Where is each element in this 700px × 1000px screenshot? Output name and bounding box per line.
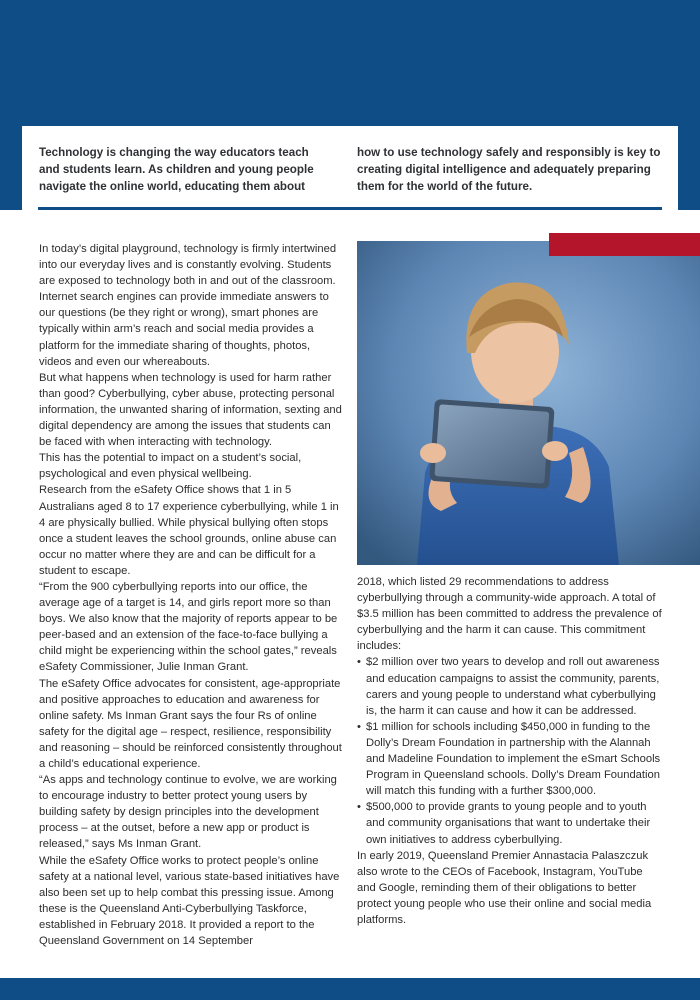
paragraph: “From the 900 cyberbullying reports into our office, the average age of a target is 14, and girls report more so than boys. We also know that the majority of reports appear to be peer-based and an extension of the face-to-face bullying a child might be experiencing within the school gates,” reveals eSafety Commissioner, Julie Inman Grant. — [39, 580, 338, 674]
list-item: • $2 million over two years to develop and roll out awareness and education campaigns to assist the community, parents, carers and young people to understand what cyberbullying is, the harm it can cause and how it can be addressed. — [357, 654, 662, 718]
intro-box — [22, 126, 678, 216]
intro-divider — [38, 207, 662, 210]
boy-with-tablet-photo — [357, 241, 700, 565]
list-item: • $1 million for schools including $450,000 in funding to the Dolly’s Dream Foundation in partnership with the Alannah and Madeline Foundation to implement the eSmart Schools Program in Queensland schools. Dolly’s Dream Foundation will match this funding with a further $300,000. — [357, 719, 662, 799]
paragraph: The eSafety Office advocates for consistent, age-appropriate and positive approaches to education and awareness for online safety. Ms Inman Grant says the four Rs of online safety for the digital age – respect, resilience, responsibility and reasoning – should be reinforced consistently throughout a child’s educational experience. — [39, 677, 342, 770]
commitment-list — [357, 654, 662, 847]
footer-band — [0, 978, 700, 1000]
paragraph: But what happens when technology is used for harm rather than good? Cyberbullying, cyber abuse, protecting personal information, the unwanted sharing of information, sexting and digital dependency are among the issues that students can be faced with when interacting with technology. — [39, 371, 342, 449]
paragraph: While the eSafety Office works to protect people’s online safety at a national level, various state-based initiatives have also been set up to help combat this pressing issue. Among these is the Queensland Anti-Cyberbullying Taskforce, established in February 2018. It provided a report to the Queensland Government on 14 September — [39, 854, 340, 948]
paragraph: This has the potential to impact on a student’s social, psychological and even physical wellbeing. — [39, 452, 302, 481]
paragraph: 2018, which listed 29 recommendations to address cyberbullying through a community-wide approach. A total of $3.5 million has been committed to address the prevalence of cyberbullying and the harm it can cause. This commitment includes: — [357, 576, 662, 653]
paragraph: In early 2019, Queensland Premier Annastacia Palaszczuk also wrote to the CEOs of Facebook, Instagram, YouTube and Google, reminding them of their obligations to better protect young people who use their online and social media platforms. — [357, 849, 652, 926]
article-column-right — [357, 574, 662, 928]
list-item: • $500,000 to provide grants to young people and to youth and community organisations that want to undertake their own initiatives to address cyberbullying. — [357, 799, 662, 847]
article-column-left — [39, 241, 344, 949]
paragraph: Research from the eSafety Office shows that 1 in 5 Australians aged 8 to 17 experience cyberbullying, while 1 in 4 are physically bullied. While physical bullying often stops once a student leaves the school grounds, online abuse can occur no matter where they are and can be difficult for a student to escape. — [39, 484, 339, 577]
paragraph: “As apps and technology continue to evolve, we are working to encourage industry to better protect young users by building safety by design principles into the development process – at the outset, before a new app or product is released,” says Ms Inman Grant. — [39, 774, 337, 851]
intro-text-right: how to use technology safely and responsibly is key to creating digital intelligence and adequately preparing them for the world of the future. — [357, 146, 661, 193]
red-accent-bar — [549, 233, 700, 256]
paragraph: Internet search engines can provide immediate answers to our questions (be they right or wrong), smart phones are typically within arm’s reach and social media provides a platform for the immediate sharing of thoughts, photos, videos and even our whereabouts. — [39, 291, 329, 368]
intro-text-left: Technology is changing the way educators teach and students learn. As children and young people navigate the online world, educating them about — [39, 146, 314, 193]
paragraph: In today’s digital playground, technology is firmly intertwined into our everyday lives and is constantly evolving. Students are exposed to technology both in and out of the classroom. — [39, 243, 337, 288]
